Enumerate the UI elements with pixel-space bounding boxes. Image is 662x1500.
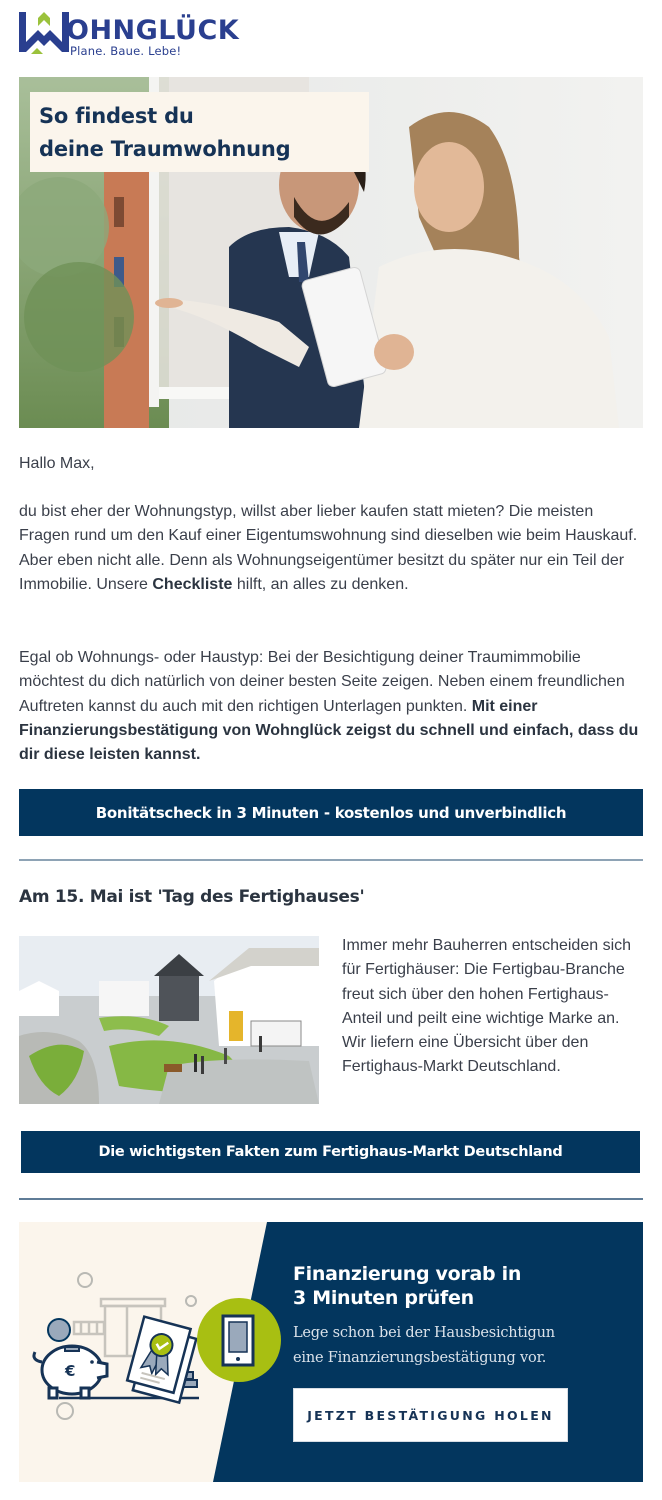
article-title: Am 15. Mai ist 'Tag des Fertighauses': [19, 887, 365, 907]
certificate-icon: [125, 1317, 198, 1403]
banner-title: [293, 1262, 633, 1310]
intro-paragraph-1-tail: hilft, an alles zu denken.: [232, 575, 409, 593]
intro-paragraph-1-text: du bist eher der Wohnungstyp, willst aber lieber kaufen statt mieten? Die meisten Fragen rund um den Kauf einer Eigentumswohnung sind dieselben wie beim Hauskauf. Aber eben nicht alle. Denn als Wohnungseigentümer besitzt du später nur ein Teil der Immobilie. Unsere: [19, 503, 638, 593]
brand-logo[interactable]: [19, 8, 259, 56]
checklist-link[interactable]: Checkliste: [152, 575, 233, 593]
financing-banner[interactable]: [19, 1222, 643, 1482]
article-text: Immer mehr Bauherren entscheiden sich für Fertighäuser: Die Fertigbau-Branche freut sich über den hohen Fertighaus-Anteil und peilt eine wichtige Marke an. Wir liefern eine Übersicht über den Fertighaus-Markt Deutschland.: [342, 937, 632, 1076]
logo-tagline: Plane. Baue. Lebe!: [70, 44, 182, 58]
section-divider: [19, 859, 643, 861]
hero-title-line1: So findest du: [39, 104, 194, 128]
banner-subtitle: [293, 1321, 633, 1371]
piggy-bank-icon: [34, 1346, 107, 1398]
banner-illustration: [19, 1222, 299, 1482]
fertighaus-facts-button[interactable]: Die wichtigsten Fakten zum Fertighaus-Markt Deutschland: [21, 1131, 640, 1173]
get-confirmation-button[interactable]: JETZT BESTÄTIGUNG HOLEN: [293, 1388, 568, 1442]
smartphone-icon: [223, 1316, 253, 1365]
hero-banner[interactable]: [19, 77, 643, 428]
intro-paragraph-2-text: Egal ob Wohnungs- oder Haustyp: Bei der Besichtigung deiner Traumimmobilie möchtest du dich natürlich von deiner besten Seite zeigen. Neben einem freundlichen Auftreten kannst du auch mit den richtigen Unterlagen punkten.: [19, 649, 625, 715]
intro-paragraph-2: [19, 646, 643, 767]
intro-paragraph-2-bold: Mit einer Finanzierungsbestätigung von Wohnglück zeigst du schnell und einfach, dass du dir diese leisten kannst.: [19, 697, 639, 764]
banner-title-line2: 3 Minuten prüfen: [293, 1287, 474, 1309]
greeting: Hallo Max,: [19, 455, 95, 472]
logo-house-w-icon: [19, 8, 69, 54]
banner-subtitle-line1: Lege schon bei der Hausbesichtigun: [293, 1325, 555, 1341]
intro-paragraph-1: [19, 500, 643, 597]
banner-title-line1: Finanzierung vorab in: [293, 1263, 522, 1285]
prefab-houses-photo: [19, 936, 319, 1104]
euro-icon: €: [65, 1362, 76, 1380]
banner-subtitle-line2: eine Finanzierungsbestätigung vor.: [293, 1350, 547, 1366]
section-divider-2: [19, 1198, 643, 1200]
bonitaetscheck-button[interactable]: Bonitätscheck in 3 Minuten - kostenlos und unverbindlich: [19, 789, 643, 836]
article-image[interactable]: [19, 936, 319, 1104]
hero-title-line2: deine Traumwohnung: [39, 137, 291, 161]
logo-wordmark: OHNGLÜCK: [66, 15, 240, 46]
hero-title-box: [30, 92, 369, 172]
